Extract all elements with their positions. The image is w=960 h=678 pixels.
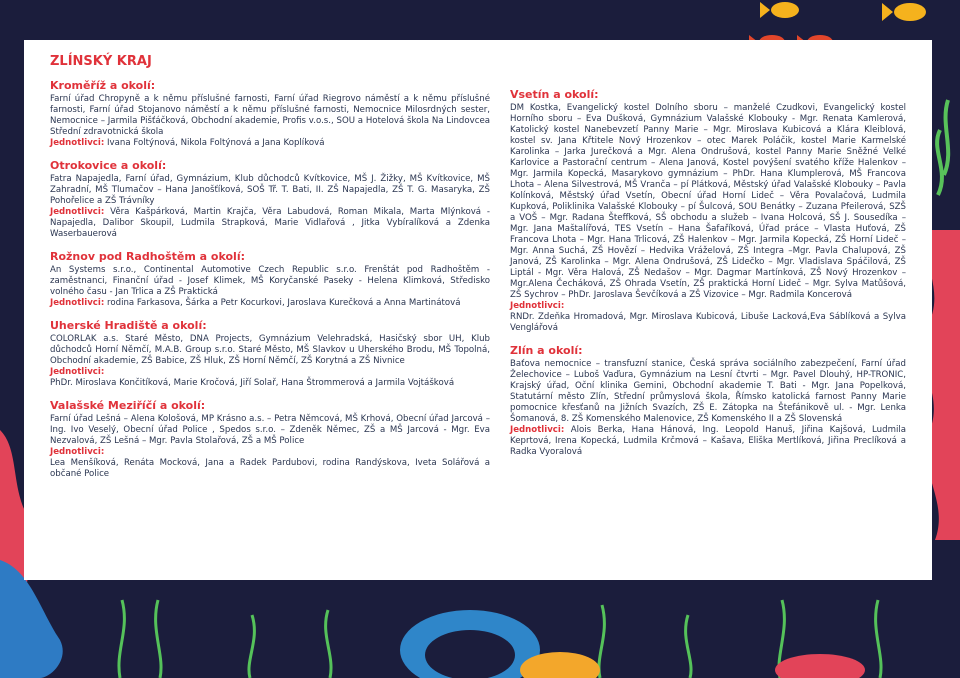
individuals-names: rodina Farkasova, Šárka a Petr Kocurkovi, Jaroslava Kurečková a Anna Martinátová	[107, 298, 461, 308]
individuals-label: Jednotlivci:	[50, 207, 105, 217]
section-heading: Zlín a okolí:	[510, 344, 583, 357]
left-column	[50, 54, 490, 490]
section-heading: Vsetín a okolí:	[510, 88, 599, 101]
section-otrokovice	[50, 159, 490, 240]
section-heading: Otrokovice a okolí:	[50, 159, 167, 172]
content-card	[24, 40, 932, 580]
section-uherske-hradiste	[50, 319, 490, 389]
section-body: Farní úřad Chropyně a k němu příslušné farnosti, Farní úřad Riegrovo náměstí a k němu příslušné farnosti, Farní úřad Stojanovo náměstí a k němu příslušné farnosti, Nemocnice Milosrdných sester, Nemocnice – Jarmila Pišťáčková, Obchodní akademie, Profis v.o.s., SOU a Hotelová škola Na Lindovcea Střední zdravotnická škola	[50, 94, 490, 137]
section-heading: Kroměříž a okolí:	[50, 79, 156, 92]
individuals-line	[50, 367, 490, 389]
section-body: COLORLAK a.s. Staré Město, DNA Projects, Gymnázium Velehradská, Hasičský sbor UH, Klub důchodců Horní Němčí, M.A.B. Group s.r.o. Staré Město, MŠ Slavkov u Uherského Brodu, MŠ Topolná, Obchodní akademie, ZŠ Babice, ZŠ Hluk, ZŠ Horní Němčí, ZŠ Korytná a ZŠ Nivnice	[50, 334, 490, 366]
individuals-names: RNDr. Zdeňka Hromadová, Mgr. Miroslava Kubicová, Libuše Lacková,Eva Sáblíková a Sylva Venglářová	[510, 312, 906, 333]
individuals-label: Jednotlivci:	[50, 367, 105, 377]
individuals-line	[50, 298, 490, 309]
section-heading: Valašské Meziříčí a okolí:	[50, 399, 206, 412]
individuals-line	[510, 301, 906, 334]
individuals-label: Jednotlivci:	[510, 425, 565, 435]
individuals-label: Jednotlivci:	[50, 138, 105, 148]
section-vsetin	[510, 88, 906, 334]
section-valasske-mezirici	[50, 399, 490, 480]
section-roznov	[50, 250, 490, 309]
region-title: ZLÍNSKÝ KRAJ	[50, 54, 152, 69]
individuals-names: Věra Kašpárková, Martin Krajča, Věra Labudová, Roman Mikala, Marta Mlýnková - Napajedla, Dalibor Skoupil, Ludmila Strapková, Marie Vidlařová , Jitka Vybíralíková a Zdenka Waserbauerová	[50, 207, 490, 239]
individuals-names: Ivana Foltýnová, Nikola Foltýnová a Jana Koplíková	[107, 138, 325, 148]
individuals-names: PhDr. Miroslava Končitíková, Marie Kročová, Jiří Solař, Hana Štrommerová a Jarmila Vojtášková	[50, 378, 455, 388]
section-body: Baťova nemocnice – transfuzní stanice, Česká správa sociálního zabezpečení, Farní úřad Želechovice – Luboš Vaďura, Gymnázium na Lesní čtvrti – Mgr. Pavel Dlouhý, HP-TRONIC, Krajský úřad, Oční klinika Gemini, Obchodní akademie T. Bati - Mgr. Jana Popelková, Statutární město Zlín, Střední průmyslová škola, Římsko katolická farnost Panny Marie pomocnice křesťanů na Jižních Svazích, ZŠ E. Zátopka na Štefánikově ul. - Mgr. Lenka Šomanová, 8. ZŠ Komenského Malenovice, ZŠ Komenského II a ZŠ Slovenská	[510, 359, 906, 424]
individuals-line	[510, 425, 906, 458]
individuals-names: Lea Menšíková, Renáta Mocková, Jana a Radek Pardubovi, rodina Randýskova, Iveta Solářová a občané Police	[50, 458, 490, 479]
section-kromeriz	[50, 79, 490, 149]
individuals-line	[50, 447, 490, 480]
section-heading: Rožnov pod Radhoštěm a okolí:	[50, 250, 245, 263]
right-column	[510, 88, 906, 468]
individuals-label: Jednotlivci:	[50, 447, 105, 457]
individuals-label: Jednotlivci:	[510, 301, 565, 311]
section-body: DM Kostka, Evangelický kostel Dolního sboru – manželé Czudkovi, Evangelický kostel Horního sboru – Eva Dušková, Gymnázium Valašské Klobouky - Mgr. Renata Kamlerová, Katolický kostel Nanebevzetí Panny Marie – Mgr. Miroslava Kubicová a Klára Kleiblová, kostel sv. Jana Křtitele Nový Hrozenkov – otec Marek Poláčik, kostel Marie Karmelské Karolinka – Jarka Jurečková a Mgr. Alena Ondrušová, kostel Panny Marie Sněžné Velké Karlovice a Pastorační centrum – Alena Janová, Kostel povýšení svatého kříže Halenkov – Mgr. Jarmila Kopecká, Masarykovo gymnázium – PhDr. Hana Klumplerová, MŠ Francova Lhota – Alena Silvestrová, MŠ Vranča – pí Plátková, Městský úřad Valašské Klobouky – Pavla Kolínková, Městský úřad Vsetín, Obecní úřad Horní Lideč – Věra Povalačová, Ludmila Kupková, Poliklinika Valašské Klobouky – pí Šulcová, SOU Benátky – Zuzana Pfeilerová, SZŠ a VOŠ – Mgr. Radana Šteffková, SŠ obchodu a služeb – Ivana Holcová, SŠ J. Sousedíka – Mgr. Jana Maštalířová, TES Vsetín – Hana Šafaříková, Úřad práce – Vlasta Huťová, ZŠ Francova Lhota – Mgr. Hana Trlicová, ZŠ Halenkov – Mgr. Jarmila Kopecká, ZŠ Horní Lideč – Mgr. Anna Suchá, ZŠ Hovězí – Hedvika Vráželová, ZŠ Integra –Mgr. Pavla Chalupová, ZŠ Janová, ZŠ Karolinka – Mgr. Alena Ondrušová, ZŠ Lidečko – Mgr. Vladislava Spáčilová, ZŠ Liptál - Mgr. Věra Halová, ZŠ Nedašov – Mgr. Dagmar Martínková, ZŠ Nový Hrozenkov – Mgr.Alena Čecháková, ZŠ Ohrada Vsetín, ZŠ praktická Horní Lideč – Mgr. Sylva Matůšová, ZŠ Sychrov – PhDr. Jaroslava Ševčíková a ZŠ Vizovice – Mgr. Radmila Koncerová	[510, 103, 906, 300]
section-heading: Uherské Hradiště a okolí:	[50, 319, 207, 332]
section-zlin	[510, 344, 906, 458]
individuals-names: Alois Berka, Hana Hánová, Ing. Leopold Hanuš, Jiřina Kajšová, Ludmila Keprtová, Irena Kopecká, Ludmila Krčmová – Kašava, Eliška Mertlíková, Jiřina Preclíková a Radka Vyoralová	[510, 425, 907, 457]
section-body: An Systems s.r.o., Continental Automotive Czech Republic s.r.o. Frenštát pod Radhoštěm - zaměstnanci, Finanční úřad - Josef Klimek, MŠ Koryčanské Paseky - Helena Klimková, Středisko volného času - Jan Trlica a ZŠ Praktická	[50, 265, 490, 297]
section-body: Farní úřad Lešná – Alena Kološová, MP Krásno a.s. – Petra Němcová, MŠ Krhová, Obecní úřad Jarcová – Ing. Ivo Veselý, Obecní úřad Police , Spedos s.r.o. – Zdeněk Němec, ZŠ a MŠ Jarcová - Mgr. Eva Nezvalová, ZŠ Lešná – Mgr. Pavla Stolařová, ZŠ a MŠ Police	[50, 414, 490, 446]
individuals-line	[50, 138, 490, 149]
section-body: Fatra Napajedla, Farní úřad, Gymnázium, Klub důchodců Kvítkovice, MŠ J. Žižky, MŠ Kvítkovice, MŠ Zahradní, MŠ Tlumačov – Hana Janošťíková, SOŠ Tř. T. Bati, II. ZŠ Napajedla, ZŠ T. G. Masaryka, ZŠ Pohořelice a ZŠ Trávníky	[50, 174, 490, 206]
individuals-line	[50, 207, 490, 240]
individuals-label: Jednotlivci:	[50, 298, 105, 308]
